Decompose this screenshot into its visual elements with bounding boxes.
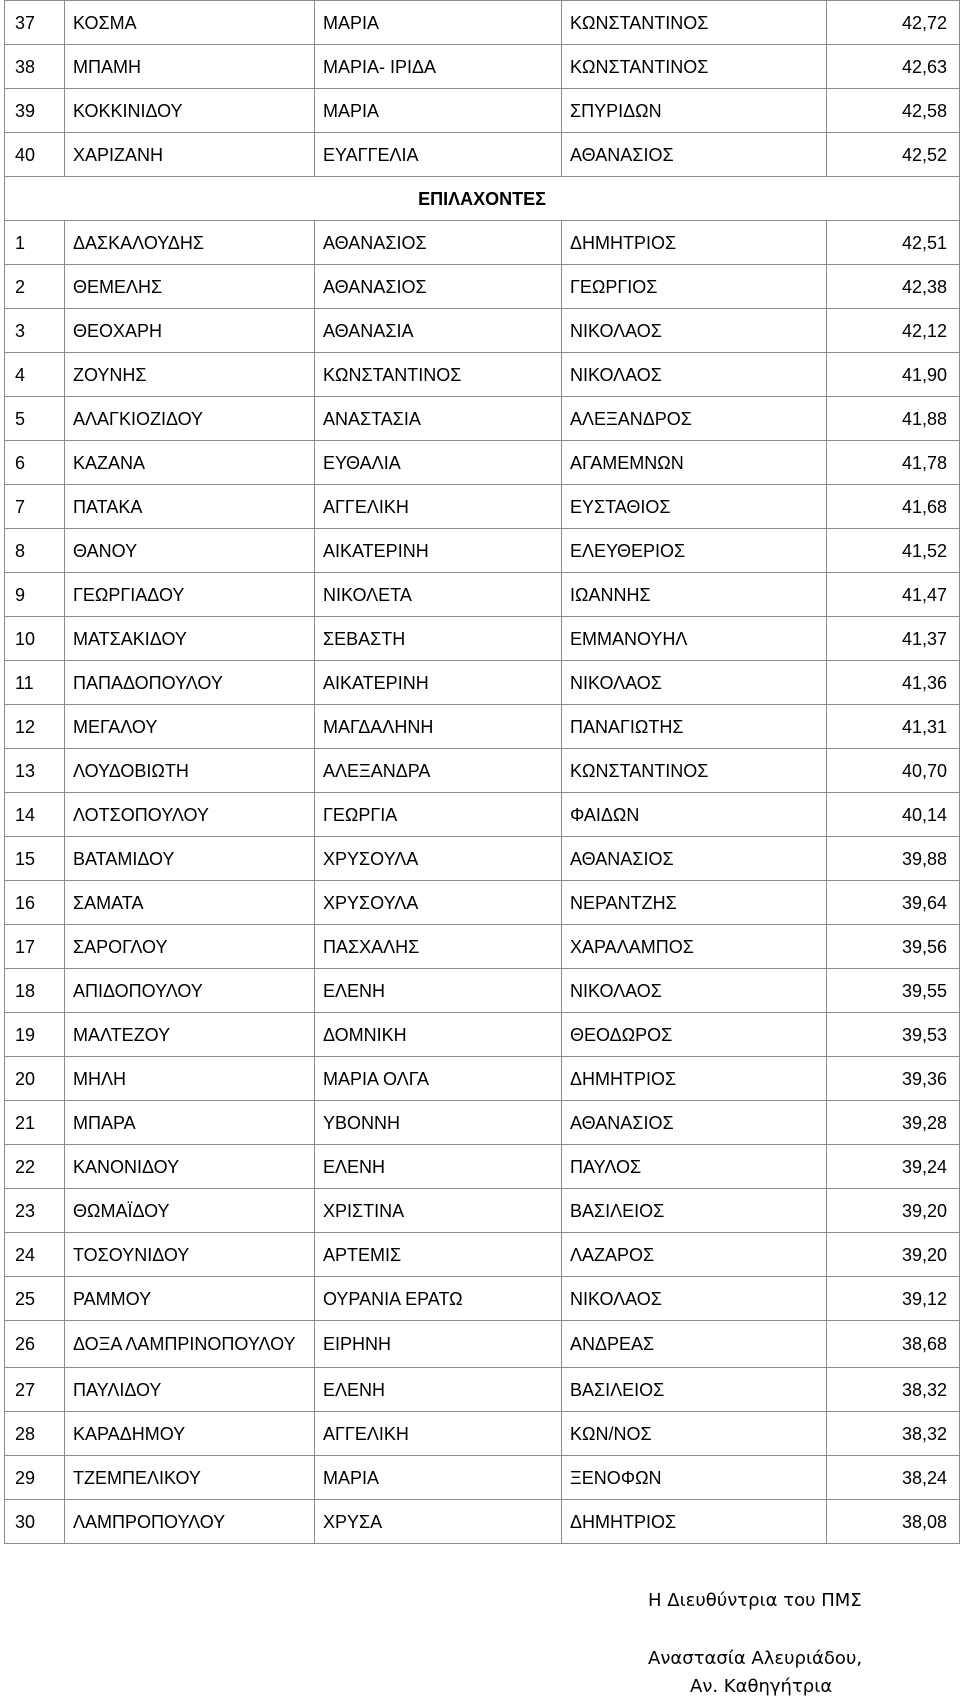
father-name-cell: ΑΓΑΜΕΜΝΩΝ bbox=[562, 441, 827, 485]
row-number: 22 bbox=[5, 1145, 65, 1189]
first-name-cell: ΑΘΑΝΑΣΙΑ bbox=[315, 309, 562, 353]
score-cell: 42,63 bbox=[827, 45, 960, 89]
father-name-cell: ΝΙΚΟΛΑΟΣ bbox=[562, 309, 827, 353]
first-name-cell: ΑΓΓΕΛΙΚΗ bbox=[315, 1412, 562, 1456]
selected-list bbox=[5, 1, 960, 177]
first-name-cell: ΕΛΕΝΗ bbox=[315, 969, 562, 1013]
first-name-cell: ΧΡΙΣΤΙΝΑ bbox=[315, 1189, 562, 1233]
score-cell: 39,20 bbox=[827, 1189, 960, 1233]
table-row bbox=[5, 925, 960, 969]
score-cell: 38,08 bbox=[827, 1500, 960, 1544]
table-row bbox=[5, 133, 960, 177]
signature-role: Αν. Καθηγήτρια bbox=[690, 1676, 833, 1697]
surname-cell: ΓΕΩΡΓΙΑΔΟΥ bbox=[65, 573, 315, 617]
table-row bbox=[5, 1101, 960, 1145]
row-number: 19 bbox=[5, 1013, 65, 1057]
father-name-cell: ΕΛΕΥΘΕΡΙΟΣ bbox=[562, 529, 827, 573]
table-row bbox=[5, 221, 960, 265]
score-cell: 41,36 bbox=[827, 661, 960, 705]
surname-cell: ΠΑΤΑΚΑ bbox=[65, 485, 315, 529]
table-row bbox=[5, 485, 960, 529]
first-name-cell: ΕΥΑΓΓΕΛΙΑ bbox=[315, 133, 562, 177]
surname-cell: ΑΛΑΓΚΙΟΖΙΔΟΥ bbox=[65, 397, 315, 441]
row-number: 38 bbox=[5, 45, 65, 89]
father-name-cell: ΑΘΑΝΑΣΙΟΣ bbox=[562, 133, 827, 177]
surname-cell: ΣΑΜΑΤΑ bbox=[65, 881, 315, 925]
row-number: 18 bbox=[5, 969, 65, 1013]
row-number: 39 bbox=[5, 89, 65, 133]
father-name-cell: ΕΥΣΤΑΘΙΟΣ bbox=[562, 485, 827, 529]
score-cell: 42,38 bbox=[827, 265, 960, 309]
first-name-cell: ΚΩΝΣΤΑΝΤΙΝΟΣ bbox=[315, 353, 562, 397]
first-name-cell: ΕΛΕΝΗ bbox=[315, 1368, 562, 1412]
first-name-cell: ΑΡΤΕΜΙΣ bbox=[315, 1233, 562, 1277]
table-row bbox=[5, 881, 960, 925]
father-name-cell: ΔΗΜΗΤΡΙΟΣ bbox=[562, 1057, 827, 1101]
first-name-cell: ΑΙΚΑΤΕΡΙΝΗ bbox=[315, 529, 562, 573]
father-name-cell: ΓΕΩΡΓΙΟΣ bbox=[562, 265, 827, 309]
father-name-cell: ΔΗΜΗΤΡΙΟΣ bbox=[562, 1500, 827, 1544]
table-row bbox=[5, 617, 960, 661]
first-name-cell: ΜΑΡΙΑ bbox=[315, 1, 562, 45]
row-number: 29 bbox=[5, 1456, 65, 1500]
row-number: 21 bbox=[5, 1101, 65, 1145]
father-name-cell: ΝΕΡΑΝΤΖΗΣ bbox=[562, 881, 827, 925]
row-number: 7 bbox=[5, 485, 65, 529]
table-row bbox=[5, 749, 960, 793]
surname-cell: ΠΑΠΑΔΟΠΟΥΛΟΥ bbox=[65, 661, 315, 705]
father-name-cell: ΝΙΚΟΛΑΟΣ bbox=[562, 661, 827, 705]
surname-cell: ΖΟΥΝΗΣ bbox=[65, 353, 315, 397]
row-number: 6 bbox=[5, 441, 65, 485]
surname-cell: ΚΑΖΑΝΑ bbox=[65, 441, 315, 485]
first-name-cell: ΑΘΑΝΑΣΙΟΣ bbox=[315, 221, 562, 265]
surname-cell: ΜΑΛΤΕΖΟΥ bbox=[65, 1013, 315, 1057]
first-name-cell: ΑΘΑΝΑΣΙΟΣ bbox=[315, 265, 562, 309]
table-row bbox=[5, 1189, 960, 1233]
first-name-cell: ΜΑΓΔΑΛΗΝΗ bbox=[315, 705, 562, 749]
row-number: 4 bbox=[5, 353, 65, 397]
row-number: 9 bbox=[5, 573, 65, 617]
table-row bbox=[5, 705, 960, 749]
table-row bbox=[5, 573, 960, 617]
row-number: 27 bbox=[5, 1368, 65, 1412]
surname-cell: ΜΕΓΑΛΟΥ bbox=[65, 705, 315, 749]
surname-cell: ΤΖΕΜΠΕΛΙΚΟΥ bbox=[65, 1456, 315, 1500]
surname-cell: ΘΕΟΧΑΡΗ bbox=[65, 309, 315, 353]
surname-cell: ΚΑΝΟΝΙΔΟΥ bbox=[65, 1145, 315, 1189]
surname-cell: ΘΩΜΑΪΔΟΥ bbox=[65, 1189, 315, 1233]
first-name-cell: ΑΙΚΑΤΕΡΙΝΗ bbox=[315, 661, 562, 705]
father-name-cell: ΧΑΡΑΛΑΜΠΟΣ bbox=[562, 925, 827, 969]
surname-cell: ΛΟΤΣΟΠΟΥΛΟΥ bbox=[65, 793, 315, 837]
surname-cell: ΛΑΜΠΡΟΠΟΥΛΟΥ bbox=[65, 1500, 315, 1544]
first-name-cell: ΣΕΒΑΣΤΗ bbox=[315, 617, 562, 661]
table-row bbox=[5, 661, 960, 705]
father-name-cell: ΑΘΑΝΑΣΙΟΣ bbox=[562, 837, 827, 881]
row-number: 14 bbox=[5, 793, 65, 837]
surname-cell: ΜΑΤΣΑΚΙΔΟΥ bbox=[65, 617, 315, 661]
table-row bbox=[5, 1368, 960, 1412]
row-number: 16 bbox=[5, 881, 65, 925]
father-name-cell: ΑΘΑΝΑΣΙΟΣ bbox=[562, 1101, 827, 1145]
surname-cell: ΤΟΣΟΥΝΙΔΟΥ bbox=[65, 1233, 315, 1277]
father-name-cell: ΚΩΝΣΤΑΝΤΙΝΟΣ bbox=[562, 1, 827, 45]
runners-up-list bbox=[5, 221, 960, 1544]
first-name-cell: ΕΛΕΝΗ bbox=[315, 1145, 562, 1189]
score-cell: 42,51 bbox=[827, 221, 960, 265]
row-number: 15 bbox=[5, 837, 65, 881]
father-name-cell: ΝΙΚΟΛΑΟΣ bbox=[562, 969, 827, 1013]
first-name-cell: ΜΑΡΙΑ ΟΛΓΑ bbox=[315, 1057, 562, 1101]
surname-cell: ΛΟΥΔΟΒΙΩΤΗ bbox=[65, 749, 315, 793]
father-name-cell: ΑΝΔΡΕΑΣ bbox=[562, 1321, 827, 1368]
surname-cell: ΚΟΚΚΙΝΙΔΟΥ bbox=[65, 89, 315, 133]
table-row bbox=[5, 1233, 960, 1277]
table-row bbox=[5, 45, 960, 89]
first-name-cell: ΧΡΥΣΟΥΛΑ bbox=[315, 881, 562, 925]
row-number: 23 bbox=[5, 1189, 65, 1233]
surname-cell: ΜΗΛΗ bbox=[65, 1057, 315, 1101]
signature-title: Η Διευθύντρια του ΠΜΣ bbox=[648, 1590, 862, 1611]
surname-cell: ΜΠΑΜΗ bbox=[65, 45, 315, 89]
surname-cell: ΚΑΡΑΔΗΜΟΥ bbox=[65, 1412, 315, 1456]
table-row bbox=[5, 397, 960, 441]
first-name-cell: ΑΓΓΕΛΙΚΗ bbox=[315, 485, 562, 529]
father-name-cell: ΚΩΝΣΤΑΝΤΙΝΟΣ bbox=[562, 749, 827, 793]
score-cell: 39,64 bbox=[827, 881, 960, 925]
first-name-cell: ΠΑΣΧΑΛΗΣ bbox=[315, 925, 562, 969]
first-name-cell: ΜΑΡΙΑ- ΙΡΙΔΑ bbox=[315, 45, 562, 89]
score-cell: 42,58 bbox=[827, 89, 960, 133]
father-name-cell: ΚΩΝΣΤΑΝΤΙΝΟΣ bbox=[562, 45, 827, 89]
score-cell: 38,32 bbox=[827, 1368, 960, 1412]
score-cell: 41,78 bbox=[827, 441, 960, 485]
score-cell: 38,32 bbox=[827, 1412, 960, 1456]
table-row bbox=[5, 1057, 960, 1101]
row-number: 28 bbox=[5, 1412, 65, 1456]
row-number: 12 bbox=[5, 705, 65, 749]
row-number: 8 bbox=[5, 529, 65, 573]
surname-cell: ΡΑΜΜΟΥ bbox=[65, 1277, 315, 1321]
score-cell: 38,68 bbox=[827, 1321, 960, 1368]
surname-cell: ΘΕΜΕΛΗΣ bbox=[65, 265, 315, 309]
surname-cell: ΚΟΣΜΑ bbox=[65, 1, 315, 45]
father-name-cell: ΝΙΚΟΛΑΟΣ bbox=[562, 1277, 827, 1321]
score-cell: 39,56 bbox=[827, 925, 960, 969]
first-name-cell: ΝΙΚΟΛΕΤΑ bbox=[315, 573, 562, 617]
row-number: 5 bbox=[5, 397, 65, 441]
surname-cell: ΔΑΣΚΑΛΟΥΔΗΣ bbox=[65, 221, 315, 265]
score-cell: 39,28 bbox=[827, 1101, 960, 1145]
row-number: 30 bbox=[5, 1500, 65, 1544]
score-cell: 41,88 bbox=[827, 397, 960, 441]
score-cell: 41,68 bbox=[827, 485, 960, 529]
section-header-row bbox=[5, 177, 960, 221]
father-name-cell: ΠΑΝΑΓΙΩΤΗΣ bbox=[562, 705, 827, 749]
table-row bbox=[5, 89, 960, 133]
surname-cell: ΠΑΥΛΙΔΟΥ bbox=[65, 1368, 315, 1412]
row-number: 37 bbox=[5, 1, 65, 45]
table-row bbox=[5, 309, 960, 353]
first-name-cell: ΕΥΘΑΛΙΑ bbox=[315, 441, 562, 485]
row-number: 11 bbox=[5, 661, 65, 705]
father-name-cell: ΛΑΖΑΡΟΣ bbox=[562, 1233, 827, 1277]
score-cell: 42,52 bbox=[827, 133, 960, 177]
first-name-cell: ΑΝΑΣΤΑΣΙΑ bbox=[315, 397, 562, 441]
table-row bbox=[5, 177, 960, 221]
row-number: 26 bbox=[5, 1321, 65, 1368]
first-name-cell: ΓΕΩΡΓΙΑ bbox=[315, 793, 562, 837]
score-cell: 41,31 bbox=[827, 705, 960, 749]
surname-cell: ΑΠΙΔΟΠΟΥΛΟΥ bbox=[65, 969, 315, 1013]
table-row bbox=[5, 1500, 960, 1544]
table-row bbox=[5, 1013, 960, 1057]
row-number: 40 bbox=[5, 133, 65, 177]
table-row bbox=[5, 793, 960, 837]
score-cell: 39,12 bbox=[827, 1277, 960, 1321]
father-name-cell: ΒΑΣΙΛΕΙΟΣ bbox=[562, 1368, 827, 1412]
table-row bbox=[5, 1412, 960, 1456]
surname-cell: ΔΟΞΑ ΛΑΜΠΡΙΝΟΠΟΥΛΟΥ bbox=[65, 1321, 315, 1368]
surname-cell: ΣΑΡΟΓΛΟΥ bbox=[65, 925, 315, 969]
father-name-cell: ΣΠΥΡΙΔΩΝ bbox=[562, 89, 827, 133]
table-row bbox=[5, 265, 960, 309]
first-name-cell: ΥΒΟΝΝΗ bbox=[315, 1101, 562, 1145]
table-row bbox=[5, 837, 960, 881]
score-cell: 42,12 bbox=[827, 309, 960, 353]
score-cell: 41,90 bbox=[827, 353, 960, 397]
father-name-cell: ΕΜΜΑΝΟΥΗΛ bbox=[562, 617, 827, 661]
father-name-cell: ΘΕΟΔΩΡΟΣ bbox=[562, 1013, 827, 1057]
first-name-cell: ΑΛΕΞΑΝΔΡΑ bbox=[315, 749, 562, 793]
row-number: 17 bbox=[5, 925, 65, 969]
score-cell: 41,47 bbox=[827, 573, 960, 617]
father-name-cell: ΞΕΝΟΦΩΝ bbox=[562, 1456, 827, 1500]
father-name-cell: ΝΙΚΟΛΑΟΣ bbox=[562, 353, 827, 397]
father-name-cell: ΙΩΑΝΝΗΣ bbox=[562, 573, 827, 617]
score-cell: 40,70 bbox=[827, 749, 960, 793]
row-number: 13 bbox=[5, 749, 65, 793]
table-row bbox=[5, 969, 960, 1013]
results-table bbox=[4, 0, 960, 1544]
surname-cell: ΧΑΡΙΖΑΝΗ bbox=[65, 133, 315, 177]
father-name-cell: ΠΑΥΛΟΣ bbox=[562, 1145, 827, 1189]
table-row bbox=[5, 1321, 960, 1368]
first-name-cell: ΧΡΥΣΟΥΛΑ bbox=[315, 837, 562, 881]
surname-cell: ΜΠΑΡΑ bbox=[65, 1101, 315, 1145]
score-cell: 41,52 bbox=[827, 529, 960, 573]
row-number: 1 bbox=[5, 221, 65, 265]
first-name-cell: ΕΙΡΗΝΗ bbox=[315, 1321, 562, 1368]
table-row bbox=[5, 1277, 960, 1321]
father-name-cell: ΚΩΝ/ΝΟΣ bbox=[562, 1412, 827, 1456]
table-row bbox=[5, 1456, 960, 1500]
first-name-cell: ΧΡΥΣΑ bbox=[315, 1500, 562, 1544]
table-row bbox=[5, 353, 960, 397]
row-number: 2 bbox=[5, 265, 65, 309]
score-cell: 39,24 bbox=[827, 1145, 960, 1189]
section-title: ΕΠΙΛΑΧΟΝΤΕΣ bbox=[5, 177, 960, 221]
table-row bbox=[5, 529, 960, 573]
row-number: 10 bbox=[5, 617, 65, 661]
row-number: 25 bbox=[5, 1277, 65, 1321]
first-name-cell: ΟΥΡΑΝΙΑ ΕΡΑΤΩ bbox=[315, 1277, 562, 1321]
score-cell: 39,55 bbox=[827, 969, 960, 1013]
score-cell: 39,88 bbox=[827, 837, 960, 881]
first-name-cell: ΜΑΡΙΑ bbox=[315, 89, 562, 133]
score-cell: 38,24 bbox=[827, 1456, 960, 1500]
father-name-cell: ΒΑΣΙΛΕΙΟΣ bbox=[562, 1189, 827, 1233]
first-name-cell: ΔΟΜΝΙΚΗ bbox=[315, 1013, 562, 1057]
score-cell: 39,53 bbox=[827, 1013, 960, 1057]
row-number: 24 bbox=[5, 1233, 65, 1277]
father-name-cell: ΑΛΕΞΑΝΔΡΟΣ bbox=[562, 397, 827, 441]
table-row bbox=[5, 1, 960, 45]
table-row bbox=[5, 441, 960, 485]
row-number: 3 bbox=[5, 309, 65, 353]
score-cell: 41,37 bbox=[827, 617, 960, 661]
father-name-cell: ΦΑΙΔΩΝ bbox=[562, 793, 827, 837]
surname-cell: ΒΑΤΑΜΙΔΟΥ bbox=[65, 837, 315, 881]
father-name-cell: ΔΗΜΗΤΡΙΟΣ bbox=[562, 221, 827, 265]
table-row bbox=[5, 1145, 960, 1189]
surname-cell: ΘΑΝΟΥ bbox=[65, 529, 315, 573]
signature-name: Αναστασία Αλευριάδου, bbox=[648, 1648, 863, 1669]
score-cell: 39,36 bbox=[827, 1057, 960, 1101]
first-name-cell: ΜΑΡΙΑ bbox=[315, 1456, 562, 1500]
score-cell: 39,20 bbox=[827, 1233, 960, 1277]
score-cell: 42,72 bbox=[827, 1, 960, 45]
score-cell: 40,14 bbox=[827, 793, 960, 837]
row-number: 20 bbox=[5, 1057, 65, 1101]
